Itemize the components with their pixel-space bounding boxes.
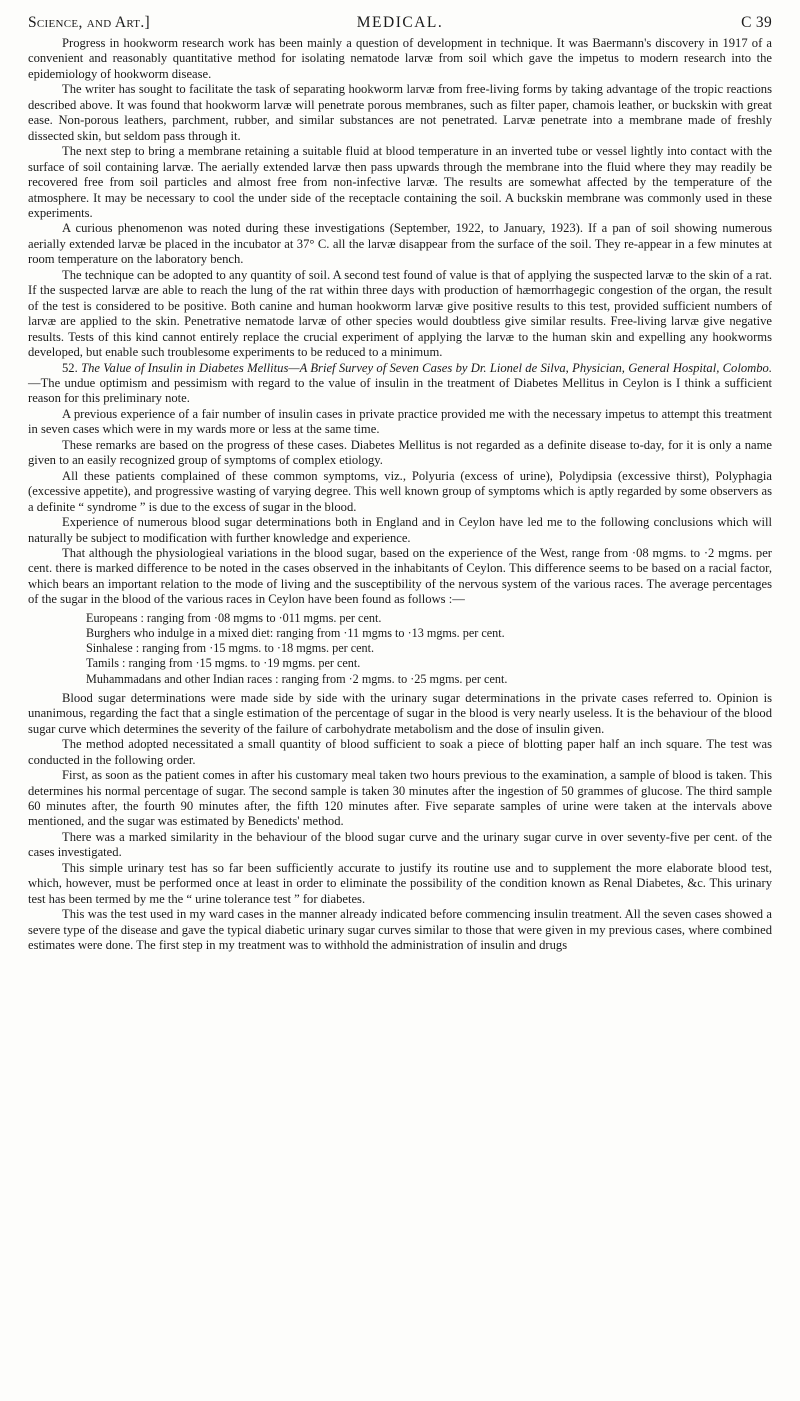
paragraph: This simple urinary test has so far been sufficiently accurate to justify its routine use and to supplement the more elaborate blood test, which, however, must be performed once at least in order to eliminate the possibility of the condition known as Renal Diabetes, &c. This urinary test has been termed by me the “ urine tolerance test ” for diabetes.	[28, 860, 772, 906]
list-item: Tamils : ranging from ·15 mgms. to ·19 mgms. per cent.	[86, 656, 361, 671]
running-head-left: Science, and Art.]	[28, 14, 150, 31]
paragraph: First, as soon as the patient comes in after his customary meal taken two hours previous to the examination, a sample of blood is taken. This determines his normal percentage of sugar. The second sample is taken 30 minutes after the ingestion of 50 grammes of glucose. The third sample 60 minutes after, the fourth 90 minutes after, the fifth 120 minutes after. Five separate samples of urine were taken at the intervals above mentioned, and the sugar was estimated by Benedicts' method.	[28, 768, 772, 829]
section-paragraph	[28, 361, 772, 407]
paragraph: That although the physiologieal variations in the blood sugar, based on the experience of the West, range from ·08 mgms. to ·2 mgms. per cent. there is marked difference to be noted in the cases observed in the inhabitants of Ceylon. This difference seems to be based on a racial factor, which bears an important relation to the mode of living and the susceptibility of the nervous system of the various races. The average percentages of the sugar in the blood of the various races in Ceylon have been found as follows :—	[28, 545, 772, 607]
list-item: Sinhalese : ranging from ·15 mgms. to ·18 mgms. per cent.	[86, 641, 375, 656]
list-item: Europeans : ranging from ·08 mgms to ·011 mgms. per cent.	[86, 610, 382, 625]
paragraph: A curious phenomenon was noted during these investigations (September, 1922, to January, 1923). If a pan of soil showing numerous aerially extended larvæ be placed in the incubator at 37° C. all the larvæ disappear from the surface of the soil. They re-appear in a few minutes at room temperature on the laboratory bench.	[28, 221, 772, 267]
race-sugar-list	[28, 611, 772, 687]
paragraph: A previous experience of a fair number of insulin cases in private practice provided me with the necessary impetus to attempt this treatment in seven cases which were in my wards more or less at the same time.	[28, 406, 772, 437]
paragraph: These remarks are based on the progress of these cases. Diabetes Mellitus is not regarded as a definite disease to-day, for it is only a name given to an easily recognized group of symptoms of complex etiology.	[28, 437, 772, 468]
paragraph: The next step to bring a membrane retaining a suitable fluid at blood temperature in an inverted tube or vessel lightly into contact with the surface of soil containing larvæ. The aerially extended larvæ then pass upwards through the membrane into the fluid where they may readily be recovered free from soil particles and almost free from non-infective larvæ. The results are somewhat affected by the temperature of the atmosphere. It may be necessary to cool the under side of the receptacle containing the soil. A buckskin membrane was commonly used in these experiments.	[28, 144, 772, 220]
section-title: The Value of Insulin in Diabetes Mellitus—A Brief Survey of Seven Cases by Dr. Lionel de Silva, Physician, General Hospital, Colombo.	[81, 360, 772, 375]
section-number: 52.	[62, 360, 78, 375]
paragraph: Blood sugar determinations were made side by side with the urinary sugar determinations in the private cases referred to. Opinion is unanimous, regarding the fact that a single estimation of the percentage of sugar in the blood is very nearly useless. It is the behaviour of the blood sugar curve which determines the severity of the failure of carbohydrate metabolism and the dose of insulin given.	[28, 690, 772, 736]
paragraph: The writer has sought to facilitate the task of separating hookworm larvæ from free-living forms by taking advantage of the tropic reactions described above. It was found that hookworm larvæ will penetrate porous membranes, such as filter paper, chamois leather, or buckskin with great ease. Non-porous leathers, parchment, rubber, and similar substances are not penetrated. Larvæ penetrate into a membrane made of freshly dissected skin, but seldom pass through it.	[28, 82, 772, 143]
running-head-center: MEDICAL.	[356, 14, 444, 31]
section-intro: —The undue optimism and pessimism with regard to the value of insulin in the treatment of Diabetes Mellitus in Ceylon is I think a sufficient reason for this preliminary note.	[28, 375, 772, 406]
paragraph: Experience of numerous blood sugar determinations both in England and in Ceylon have led me to the following conclusions which will naturally be subject to modification with further knowledge and experience.	[28, 515, 772, 545]
running-head	[28, 6, 772, 36]
list-item: Muhammadans and other Indian races : ranging from ·2 mgms. to ·25 mgms. per cent.	[86, 671, 508, 686]
page-number: C 39	[741, 14, 772, 31]
paragraph: Progress in hookworm research work has been mainly a question of development in technique. It was Baermann's discovery in 1917 of a convenient and reasonably quantitative method for isolating nematode larvæ from soil which gave the impetus to modern research into the epidemiology of hookworm disease.	[28, 36, 772, 81]
paragraph: The technique can be adopted to any quantity of soil. A second test found of value is that of applying the suspected larvæ to the skin of a rat. If the suspected larvæ are able to reach the lung of the rat within three days with production of hæmorrhagegic congestion of the organ, the result of the test is considered to be positive. Both canine and human hookworm larvæ give positive results to this test, provided sufficient numbers of larvæ are applied to the skin. Penetrative nematode larvæ of other species would doubtless give similar results. Free-living larvæ give negative results. Tests of this kind cannot entirely replace the crucial experiment of applying the larvæ to the human skin and expelling any hookworms developed, but enable such troublesome experiments to be reduced to a minimum.	[28, 267, 772, 360]
article-body	[28, 36, 772, 953]
paragraph: The method adopted necessitated a small quantity of blood sufficient to soak a piece of blotting paper half an inch square. The test was conducted in the following order.	[28, 737, 772, 767]
paragraph: All these patients complained of these common symptoms, viz., Polyuria (excess of urine), Polydipsia (excessive thirst), Polyphagia (excessive appetite), and progressive wasting of varying degree. This well known group of symptoms which is aptly regarded by some observers as a definite “ syndrome ” is due to the excess of sugar in the blood.	[28, 468, 772, 514]
paragraph: There was a marked similarity in the behaviour of the blood sugar curve and the urinary sugar curve in over seventy-five per cent. of the cases investigated.	[28, 829, 772, 860]
list-item: Burghers who indulge in a mixed diet: ranging from ·11 mgms to ·13 mgms. per cent.	[86, 625, 505, 640]
paragraph: This was the test used in my ward cases in the manner already indicated before commencing insulin treatment. All the seven cases showed a severe type of the disease and gave the typical diabetic urinary sugar curves similar to those that were given in my previous cases, where combined estimates were done. The first step in my treatment was to withhold the administration of insulin and drugs	[28, 907, 772, 953]
